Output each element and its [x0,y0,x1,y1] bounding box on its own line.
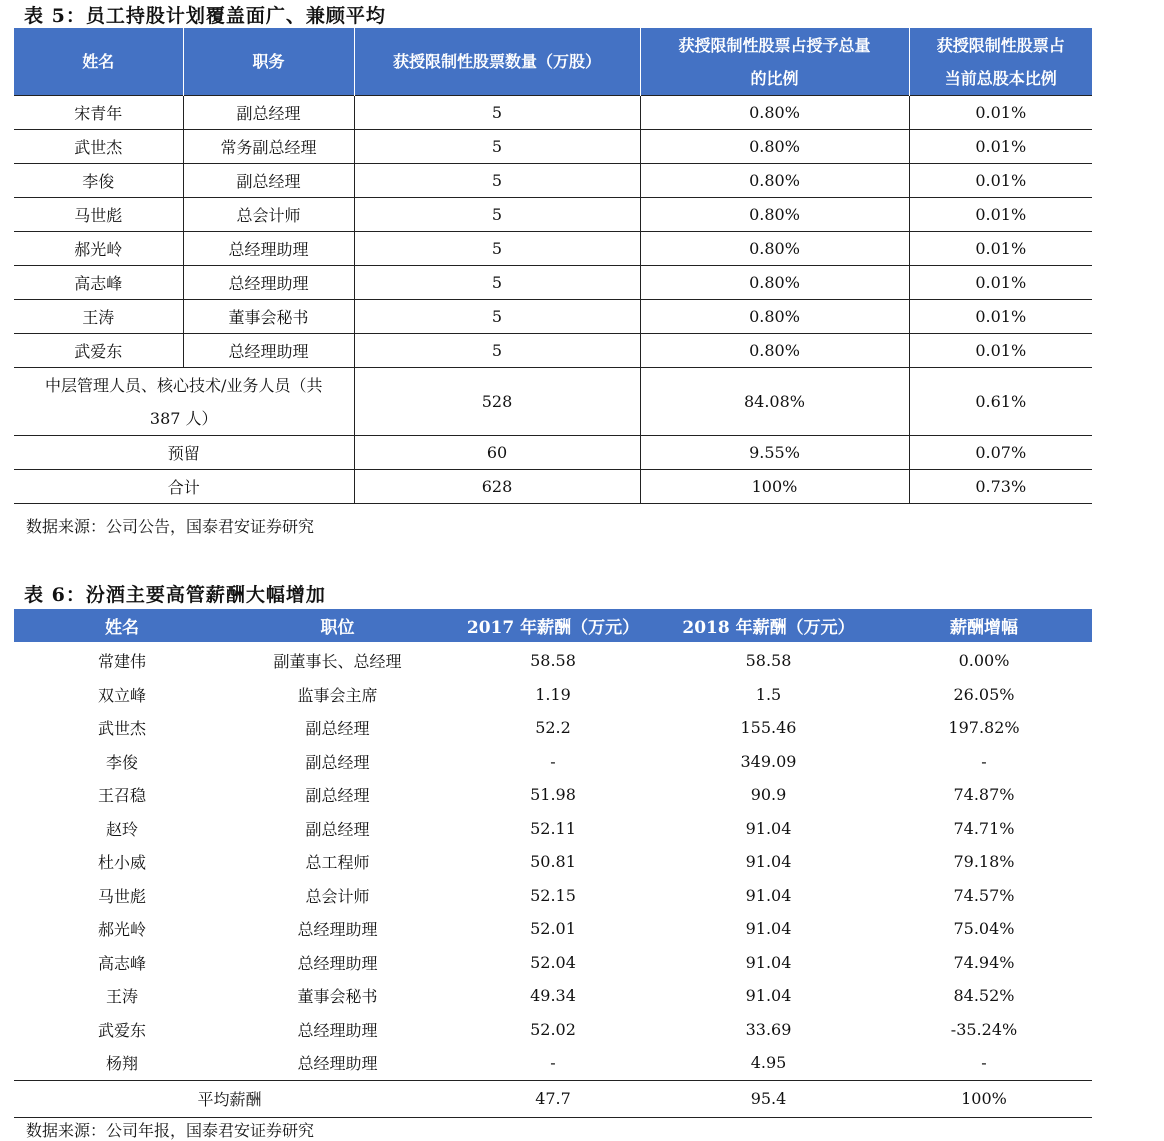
cell-growth: 74.57% [953,885,1015,905]
cell-reserve-label: 预留 [14,436,354,470]
table-row [14,1046,1092,1080]
cell-2017: 52.04 [530,952,576,972]
cell-2018: 91.04 [745,986,792,1006]
cell-pct-total: 0.07% [909,436,1092,470]
table-row [14,678,1092,712]
cell-2018: 1.5 [755,684,782,704]
cell-name: 马世彪 [97,886,146,906]
table-row [14,845,1092,879]
cell-pct-grant: 0.80% [640,300,909,334]
cell-growth: 75.04% [953,919,1015,939]
table-row [14,879,1092,913]
cell-2018: 349.09 [740,751,797,771]
cell-name: 高志峰 [14,266,183,300]
table-row-middle-management [14,368,1092,436]
cell-2018: 33.69 [745,1019,792,1039]
cell-name: 王涛 [105,987,138,1007]
cell-name: 宋青年 [14,96,183,130]
cell-role: 常务副总经理 [183,130,354,164]
table-row [14,812,1092,846]
cell-role: 总经理助理 [297,1020,378,1040]
table6-title: 表 6：汾酒主要高管薪酬大幅增加 [24,584,326,606]
table6 [14,609,1092,1118]
cell-pct-total: 0.01% [909,334,1092,368]
cell-name: 武爱东 [14,334,183,368]
cell-2018: 90.9 [750,785,787,805]
cell-pct-grant: 0.80% [640,266,909,300]
cell-2017: - [550,1053,556,1073]
cell-name: 郝光岭 [14,232,183,266]
cell-name: 王涛 [14,300,183,334]
cell-pct-grant: 0.80% [640,130,909,164]
cell-growth: 197.82% [948,718,1020,738]
cell-pct-grant: 0.80% [640,334,909,368]
cell-name: 高志峰 [97,953,146,973]
cell-2018: 95.4 [661,1080,876,1117]
cell-2018: 91.04 [745,919,792,939]
cell-name: 赵玲 [105,819,138,839]
cell-qty: 5 [354,164,640,198]
table-row [14,232,1092,266]
cell-2018: 155.46 [740,718,797,738]
cell-total-label: 合计 [14,470,354,504]
cell-name: 李俊 [105,752,138,772]
cell-qty: 628 [354,470,640,504]
table-row [14,300,1092,334]
cell-2017: 52.11 [530,818,576,838]
cell-2017: 52.02 [530,1019,576,1039]
cell-growth: 79.18% [953,852,1015,872]
cell-2017: 1.19 [535,684,571,704]
cell-pct-total: 0.01% [909,266,1092,300]
cell-2017: 52.15 [530,885,576,905]
cell-pct-grant: 84.08% [640,368,909,436]
cell-2017: - [550,751,556,771]
table-row [14,130,1092,164]
cell-growth: 74.94% [953,952,1015,972]
cell-name: 常建伟 [97,652,146,672]
cell-name: 李俊 [14,164,183,198]
cell-qty: 528 [354,368,640,436]
table-row [14,164,1092,198]
cell-role: 副总经理 [305,819,370,839]
cell-qty: 5 [354,300,640,334]
cell-pct-grant: 0.80% [640,164,909,198]
cell-qty: 5 [354,334,640,368]
cell-qty: 5 [354,266,640,300]
table-row [14,334,1092,368]
cell-2018: 58.58 [745,651,792,671]
cell-growth: 84.52% [953,986,1015,1006]
table-row [14,266,1092,300]
cell-role: 副总经理 [305,719,370,739]
cell-growth: -35.24% [950,1019,1018,1039]
cell-middle-label: 中层管理人员、核心技术/业务人员（共 387 人） [14,368,354,436]
cell-role: 总工程师 [305,853,370,873]
cell-pct-grant: 100% [640,470,909,504]
cell-role: 监事会主席 [297,685,378,705]
cell-2017: 58.58 [530,651,576,671]
cell-pct-grant: 9.55% [640,436,909,470]
table-row [14,979,1092,1013]
table6-header-row [14,609,1092,642]
cell-name: 杜小威 [97,853,146,873]
cell-pct-total: 0.01% [909,300,1092,334]
table5-header-pct-total: 获授限制性股票占 当前总股本比例 [909,28,1092,96]
cell-name: 王召稳 [97,786,146,806]
cell-name: 杨翔 [105,1054,138,1074]
cell-name: 武爱东 [97,1020,146,1040]
cell-2018: 91.04 [745,852,792,872]
cell-pct-grant: 0.80% [640,96,909,130]
cell-growth: 74.71% [953,818,1015,838]
cell-2017: 49.34 [530,986,576,1006]
cell-name: 武世杰 [14,130,183,164]
cell-qty: 5 [354,198,640,232]
cell-pct-total: 0.73% [909,470,1092,504]
cell-role: 总经理助理 [183,334,354,368]
cell-2018: 91.04 [745,818,792,838]
cell-qty: 5 [354,96,640,130]
cell-role: 总会计师 [183,198,354,232]
table6-header-role: 职位 [230,609,445,642]
cell-qty: 5 [354,130,640,164]
cell-growth: 100% [876,1080,1092,1117]
cell-role: 总经理助理 [297,1054,378,1074]
table-row [14,912,1092,946]
table-row [14,946,1092,980]
table6-header-name: 姓名 [14,609,230,642]
table5-header-pct-grant: 获授限制性股票占授予总量 的比例 [640,28,909,96]
cell-growth: 26.05% [953,684,1015,704]
cell-role: 副总经理 [183,164,354,198]
table6-header-growth: 薪酬增幅 [876,609,1092,642]
table5-header-qty: 获授限制性股票数量（万股） [354,28,640,96]
cell-2018: 91.04 [745,952,792,972]
cell-role: 总经理助理 [297,953,378,973]
table5-header-role: 职务 [183,28,354,96]
cell-role: 副总经理 [305,752,370,772]
table6-source: 数据来源：公司年报，国泰君安证券研究 [26,1121,315,1140]
cell-average-label: 平均薪酬 [14,1080,445,1117]
cell-growth: 0.00% [958,651,1010,671]
table-row [14,198,1092,232]
cell-growth: - [981,1053,987,1073]
table5-header-row [14,28,1092,96]
cell-2018: 4.95 [750,1053,787,1073]
cell-role: 总经理助理 [183,232,354,266]
cell-2017: 51.98 [530,785,576,805]
cell-pct-total: 0.01% [909,164,1092,198]
cell-pct-total: 0.61% [909,368,1092,436]
cell-name: 郝光岭 [97,920,146,940]
cell-2017: 50.81 [530,852,576,872]
table6-header-2017: 2017 年薪酬（万元） [445,609,661,642]
table-row [14,778,1092,812]
cell-qty: 60 [354,436,640,470]
cell-role: 董事会秘书 [183,300,354,334]
table5-header-name: 姓名 [14,28,183,96]
cell-role: 总会计师 [305,886,370,906]
table-row [14,1013,1092,1047]
cell-2017: 52.01 [530,919,576,939]
cell-2018: 91.04 [745,885,792,905]
cell-name: 马世彪 [14,198,183,232]
table5-source: 数据来源：公司公告，国泰君安证券研究 [26,517,315,536]
cell-name: 双立峰 [97,685,146,705]
cell-pct-total: 0.01% [909,198,1092,232]
table6-header-2018: 2018 年薪酬（万元） [661,609,876,642]
table5 [14,28,1092,504]
cell-role: 副总经理 [305,786,370,806]
cell-role: 副董事长、总经理 [273,652,402,672]
cell-role: 总经理助理 [183,266,354,300]
table-row [14,745,1092,779]
cell-pct-total: 0.01% [909,130,1092,164]
table-row-average [14,1080,1092,1117]
table5-title: 表 5：员工持股计划覆盖面广、兼顾平均 [24,5,386,27]
cell-2017: 47.7 [445,1080,661,1117]
cell-role: 董事会秘书 [297,987,378,1007]
table-row [14,96,1092,130]
cell-role: 总经理助理 [297,920,378,940]
cell-growth: 74.87% [953,785,1015,805]
table-row [14,642,1092,678]
cell-qty: 5 [354,232,640,266]
cell-role: 副总经理 [183,96,354,130]
cell-pct-total: 0.01% [909,232,1092,266]
cell-pct-grant: 0.80% [640,232,909,266]
table-row-reserve [14,436,1092,470]
cell-name: 武世杰 [97,719,146,739]
cell-pct-grant: 0.80% [640,198,909,232]
table-row [14,711,1092,745]
cell-2017: 52.2 [535,718,571,738]
table-row-total [14,470,1092,504]
cell-pct-total: 0.01% [909,96,1092,130]
cell-growth: - [981,751,987,771]
